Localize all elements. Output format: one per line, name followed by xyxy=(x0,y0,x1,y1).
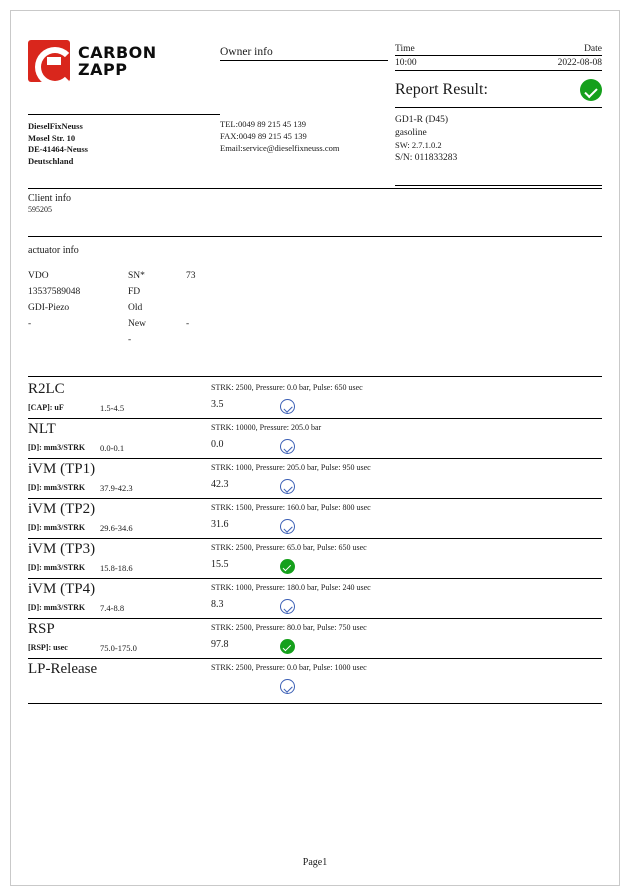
test-row xyxy=(28,499,602,539)
owner-info-block xyxy=(220,22,395,61)
address-country: Deutschland xyxy=(28,155,74,166)
test-condition: STRK: 1000, Pressure: 180.0 bar, Pulse: 240 usec xyxy=(211,583,371,592)
client-info-section xyxy=(28,188,602,237)
brand-line-2: ZAPP xyxy=(78,60,128,79)
test-unit: [RSP]: usec xyxy=(28,643,68,652)
test-unit: [D]: mm3/STRK xyxy=(28,523,86,532)
test-row xyxy=(28,619,602,659)
test-row xyxy=(28,659,602,704)
actuator-maker: VDO xyxy=(28,271,49,281)
date-label: Date xyxy=(584,44,602,54)
test-range: 0.0-0.1 xyxy=(100,443,125,453)
device-fuel: gasoline xyxy=(395,127,427,138)
test-range: 15.8-18.6 xyxy=(100,563,133,573)
test-condition: STRK: 2500, Pressure: 65.0 bar, Pulse: 650 usec xyxy=(211,543,367,552)
test-value: 97.8 xyxy=(211,639,229,650)
test-row xyxy=(28,579,602,619)
test-row xyxy=(28,419,602,459)
test-results-table xyxy=(28,379,602,704)
test-name: LP-Release xyxy=(28,661,98,677)
test-row xyxy=(28,459,602,499)
contact-details xyxy=(220,114,395,186)
workshop-address xyxy=(28,114,220,166)
test-name: iVM (TP4) xyxy=(28,581,96,597)
client-info-label: Client info xyxy=(28,193,72,204)
test-name: iVM (TP2) xyxy=(28,501,96,517)
actuator-old-value xyxy=(186,300,196,316)
test-range: 75.0-175.0 xyxy=(100,643,137,653)
test-check-icon xyxy=(280,599,295,614)
test-pass-check-icon xyxy=(280,639,295,654)
time-date-result-block xyxy=(395,22,602,108)
result-pass-check-icon xyxy=(580,79,602,101)
test-condition: STRK: 10000, Pressure: 205.0 bar xyxy=(211,423,322,432)
test-name: NLT xyxy=(28,421,56,437)
test-condition: STRK: 2500, Pressure: 0.0 bar, Pulse: 1000 usec xyxy=(211,663,367,672)
test-condition: STRK: 1500, Pressure: 160.0 bar, Pulse: 800 usec xyxy=(211,503,371,512)
device-model: GD1-R (D45) xyxy=(395,115,449,125)
test-value: 8.3 xyxy=(211,599,224,610)
actuator-col-labels xyxy=(128,268,186,348)
test-range: 37.9-42.3 xyxy=(100,483,133,493)
page-number: Page1 xyxy=(302,857,328,868)
actuator-col-values xyxy=(186,268,196,332)
time-label: Time xyxy=(395,44,415,54)
actuator-extra: - xyxy=(28,319,32,329)
actuator-sn-label: SN* xyxy=(128,271,145,281)
test-name: iVM (TP1) xyxy=(28,461,96,477)
test-name: iVM (TP3) xyxy=(28,541,96,557)
test-range: 7.4-8.8 xyxy=(100,603,125,613)
brand-line-1: CARBON xyxy=(78,43,157,62)
test-row xyxy=(28,379,602,419)
actuator-sn-value: 73 xyxy=(186,271,196,281)
test-value: 0.0 xyxy=(211,439,224,450)
contact-tel: TEL:0049 89 215 45 139 xyxy=(220,119,306,129)
actuator-new-value: - xyxy=(186,319,190,329)
actuator-fd-label: FD xyxy=(128,287,141,297)
test-check-icon xyxy=(280,519,295,534)
address-name: DieselFixNeuss xyxy=(28,121,83,131)
address-street: Mosel Str. 10 xyxy=(28,132,76,143)
test-unit: [CAP]: uF xyxy=(28,403,64,412)
contact-section xyxy=(28,114,602,186)
contact-email[interactable]: Email:service@dieselfixneuss.com xyxy=(220,143,340,153)
test-unit: [D]: mm3/STRK xyxy=(28,603,86,612)
page-footer xyxy=(0,857,630,868)
contact-fax: FAX:0049 89 215 45 139 xyxy=(220,131,307,141)
owner-info-label: Owner info xyxy=(220,46,388,61)
actuator-col-maker xyxy=(28,268,128,332)
actuator-old-label: Old xyxy=(128,303,143,313)
test-value: 42.3 xyxy=(211,479,229,490)
device-software-version: SW: 2.7.1.0.2 xyxy=(395,140,442,150)
test-range: 1.5-4.5 xyxy=(100,403,125,413)
actuator-dash-label: - xyxy=(128,335,132,345)
device-serial-number: S/N: 011833283 xyxy=(395,152,458,163)
test-name: RSP xyxy=(28,621,55,637)
test-status-cell xyxy=(280,559,295,574)
test-unit: [D]: mm3/STRK xyxy=(28,443,86,452)
test-status-cell xyxy=(280,439,295,454)
test-condition: STRK: 1000, Pressure: 205.0 bar, Pulse: 950 usec xyxy=(211,463,371,472)
test-status-cell xyxy=(280,639,295,654)
actuator-divider xyxy=(28,376,602,377)
actuator-info-section xyxy=(28,237,602,377)
report-header xyxy=(28,22,602,100)
test-check-icon xyxy=(280,479,295,494)
test-condition: STRK: 2500, Pressure: 80.0 bar, Pulse: 750 usec xyxy=(211,623,367,632)
carbon-zapp-logo-icon xyxy=(28,40,70,82)
report-result-label: Report Result: xyxy=(395,81,488,98)
test-status-cell xyxy=(280,479,295,494)
test-status-cell xyxy=(280,519,295,534)
test-value: 3.5 xyxy=(211,399,224,410)
actuator-part-number: 13537589048 xyxy=(28,287,81,297)
address-city: DE-41464-Neuss xyxy=(28,144,88,154)
test-check-icon xyxy=(280,439,295,454)
device-info xyxy=(395,114,602,186)
actuator-info-label: actuator info xyxy=(28,245,79,256)
date-value: 2022-08-08 xyxy=(557,58,602,68)
test-value: 15.5 xyxy=(211,559,229,570)
test-status-cell xyxy=(280,599,295,614)
test-range: 29.6-34.6 xyxy=(100,523,133,533)
test-pass-check-icon xyxy=(280,559,295,574)
client-info-value: 595205 xyxy=(28,205,52,214)
time-value: 10:00 xyxy=(395,58,417,68)
test-row xyxy=(28,539,602,579)
test-status-cell xyxy=(280,679,295,694)
test-status-cell xyxy=(280,399,295,414)
actuator-new-label: New xyxy=(128,319,146,329)
test-unit: [D]: mm3/STRK xyxy=(28,563,86,572)
test-value: 31.6 xyxy=(211,519,229,530)
test-check-icon xyxy=(280,679,295,694)
report-result-row xyxy=(395,71,602,108)
brand-logo xyxy=(28,22,220,82)
brand-wordmark xyxy=(78,44,157,78)
test-name: R2LC xyxy=(28,381,65,397)
actuator-info-grid xyxy=(28,268,602,376)
test-check-icon xyxy=(280,399,295,414)
actuator-fd-value xyxy=(186,284,196,300)
test-unit: [D]: mm3/STRK xyxy=(28,483,86,492)
test-condition: STRK: 2500, Pressure: 0.0 bar, Pulse: 650 usec xyxy=(211,383,363,392)
actuator-type: GDI-Piezo xyxy=(28,303,70,313)
